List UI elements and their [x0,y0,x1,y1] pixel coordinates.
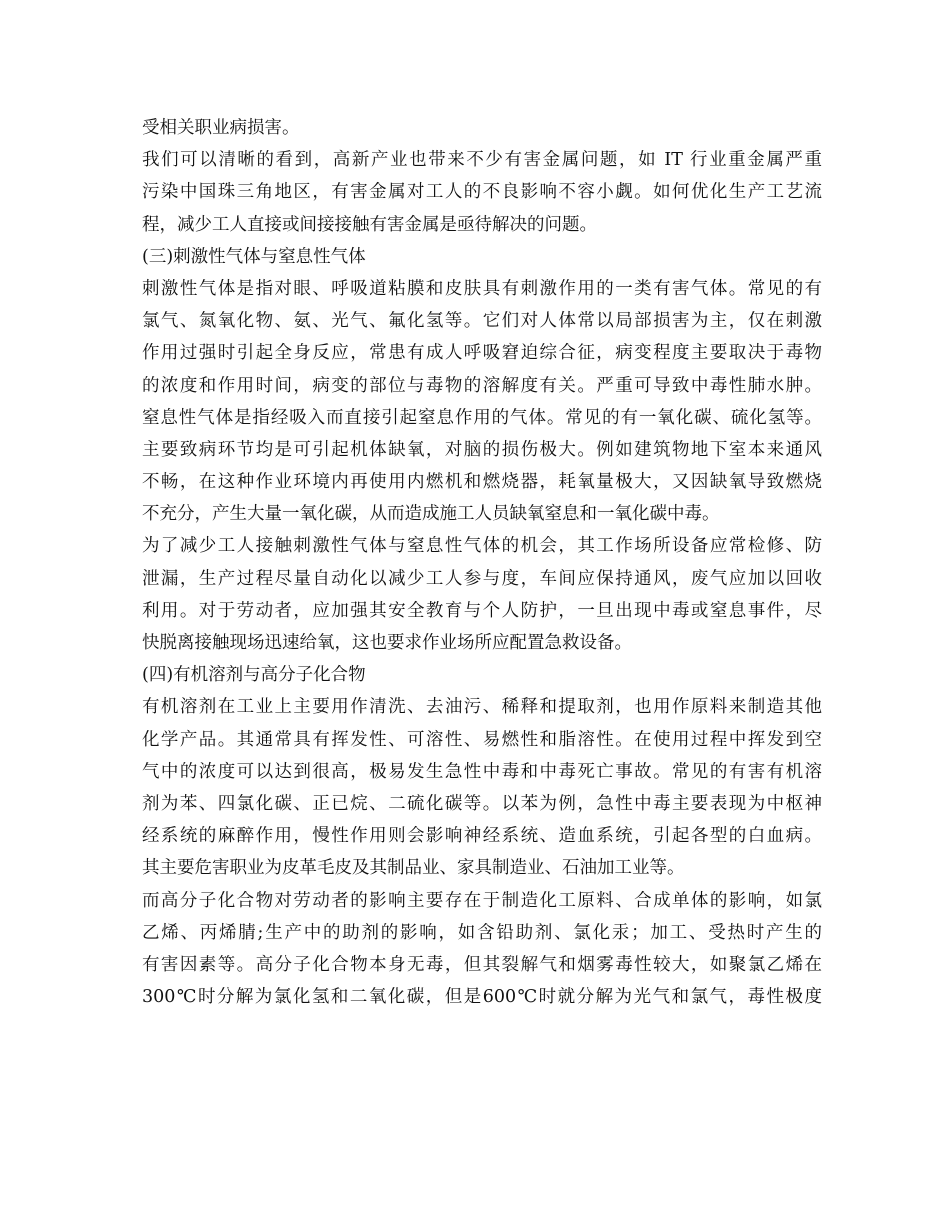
paragraph-line: 窒息性气体是指经吸入而直接引起窒息作用的气体。常见的有一氧化碳、硫化氢等。 [142,407,822,428]
paragraph-line: 作用过强时引起全身反应，常患有成人呼吸窘迫综合征，病变程度主要取决于毒物 [142,343,822,364]
paragraph-line: 不充分，产生大量一氧化碳，从而造成施工人员缺氧窒息和一氧化碳中毒。 [142,504,720,525]
paragraph-line: 而高分子化合物对劳动者的影响主要存在于制造化工原料、合成单体的影响，如氯 [142,890,822,911]
paragraph-line: 剂为苯、四氯化碳、正已烷、二硫化碳等。以苯为例，急性中毒主要表现为中枢神 [142,793,822,814]
paragraph-line: 有害因素等。高分子化合物本身无毒，但其裂解气和烟雾毒性较大，如聚氯乙烯在 [142,954,822,975]
paragraph-line: 快脱离接触现场迅速给氧，这也要求作业场所应配置急救设备。 [142,633,632,653]
paragraph-line: 利用。对于劳动者，应加强其安全教育与个人防护，一旦出现中毒或窒息事件，尽 [142,600,822,621]
paragraph-line: 污染中国珠三角地区，有害金属对工人的不良影响不容小觑。如何优化生产工艺流 [142,182,822,203]
paragraph-line: 其主要危害职业为皮革毛皮及其制品业、家具制造业、石油加工业等。 [142,858,685,879]
section-heading: (四)有机溶剂与高分子化合物 [142,665,366,686]
paragraph-line: 的浓度和作用时间，病变的部位与毒物的溶解度有关。严重可导致中毒性肺水肿。 [142,375,822,396]
paragraph-line: 受相关职业病损害。 [142,118,300,138]
paragraph-line: 我们可以清晰的看到，高新产业也带来不少有害金属问题，如 IT 行业重金属严重 [142,150,822,171]
paragraph-line: 氯气、氮氧化物、氨、光气、氟化氢等。它们对人体常以局部损害为主，仅在刺激 [142,311,822,332]
paragraph-line: 气中的浓度可以达到很高，极易发生急性中毒和中毒死亡事故。常见的有害有机溶 [142,761,822,782]
paragraph-line: 乙烯、丙烯腈;生产中的助剂的影响，如含铅助剂、氯化汞；加工、受热时产生的 [142,922,822,943]
paragraph-line: 300℃时分解为氯化氢和二氧化碳，但是600℃时就分解为光气和氯气，毒性极度 [142,987,822,1008]
paragraph-line: 程，减少工人直接或间接接触有害金属是亟待解决的问题。 [142,214,597,235]
paragraph-line: 不畅，在这种作业环境内再使用内燃机和燃烧器，耗氧量极大，又因缺氧导致燃烧 [142,472,822,493]
paragraph-line: 泄漏，生产过程尽量自动化以减少工人参与度，车间应保持通风，废气应加以回收 [142,568,822,589]
section-heading: (三)刺激性气体与窒息性气体 [142,246,366,267]
paragraph-line: 化学产品。其通常具有挥发性、可溶性、易燃性和脂溶性。在使用过程中挥发到空 [142,729,822,750]
paragraph-line: 经系统的麻醉作用，慢性作用则会影响神经系统、造血系统，引起各型的白血病。 [142,826,822,847]
paragraph-line: 有机溶剂在工业上主要用作清洗、去油污、稀释和提取剂，也用作原料来制造其他 [142,697,822,718]
paragraph-line: 主要致病环节均是可引起机体缺氧，对脑的损伤极大。例如建筑物地下室本来通风 [142,439,822,460]
paragraph-line: 刺激性气体是指对眼、呼吸道粘膜和皮肤具有刺激作用的一类有害气体。常见的有 [142,278,822,299]
paragraph-line: 为了减少工人接触刺激性气体与窒息性气体的机会，其工作场所设备应常检修、防 [142,536,822,557]
body-text [142,112,822,1013]
